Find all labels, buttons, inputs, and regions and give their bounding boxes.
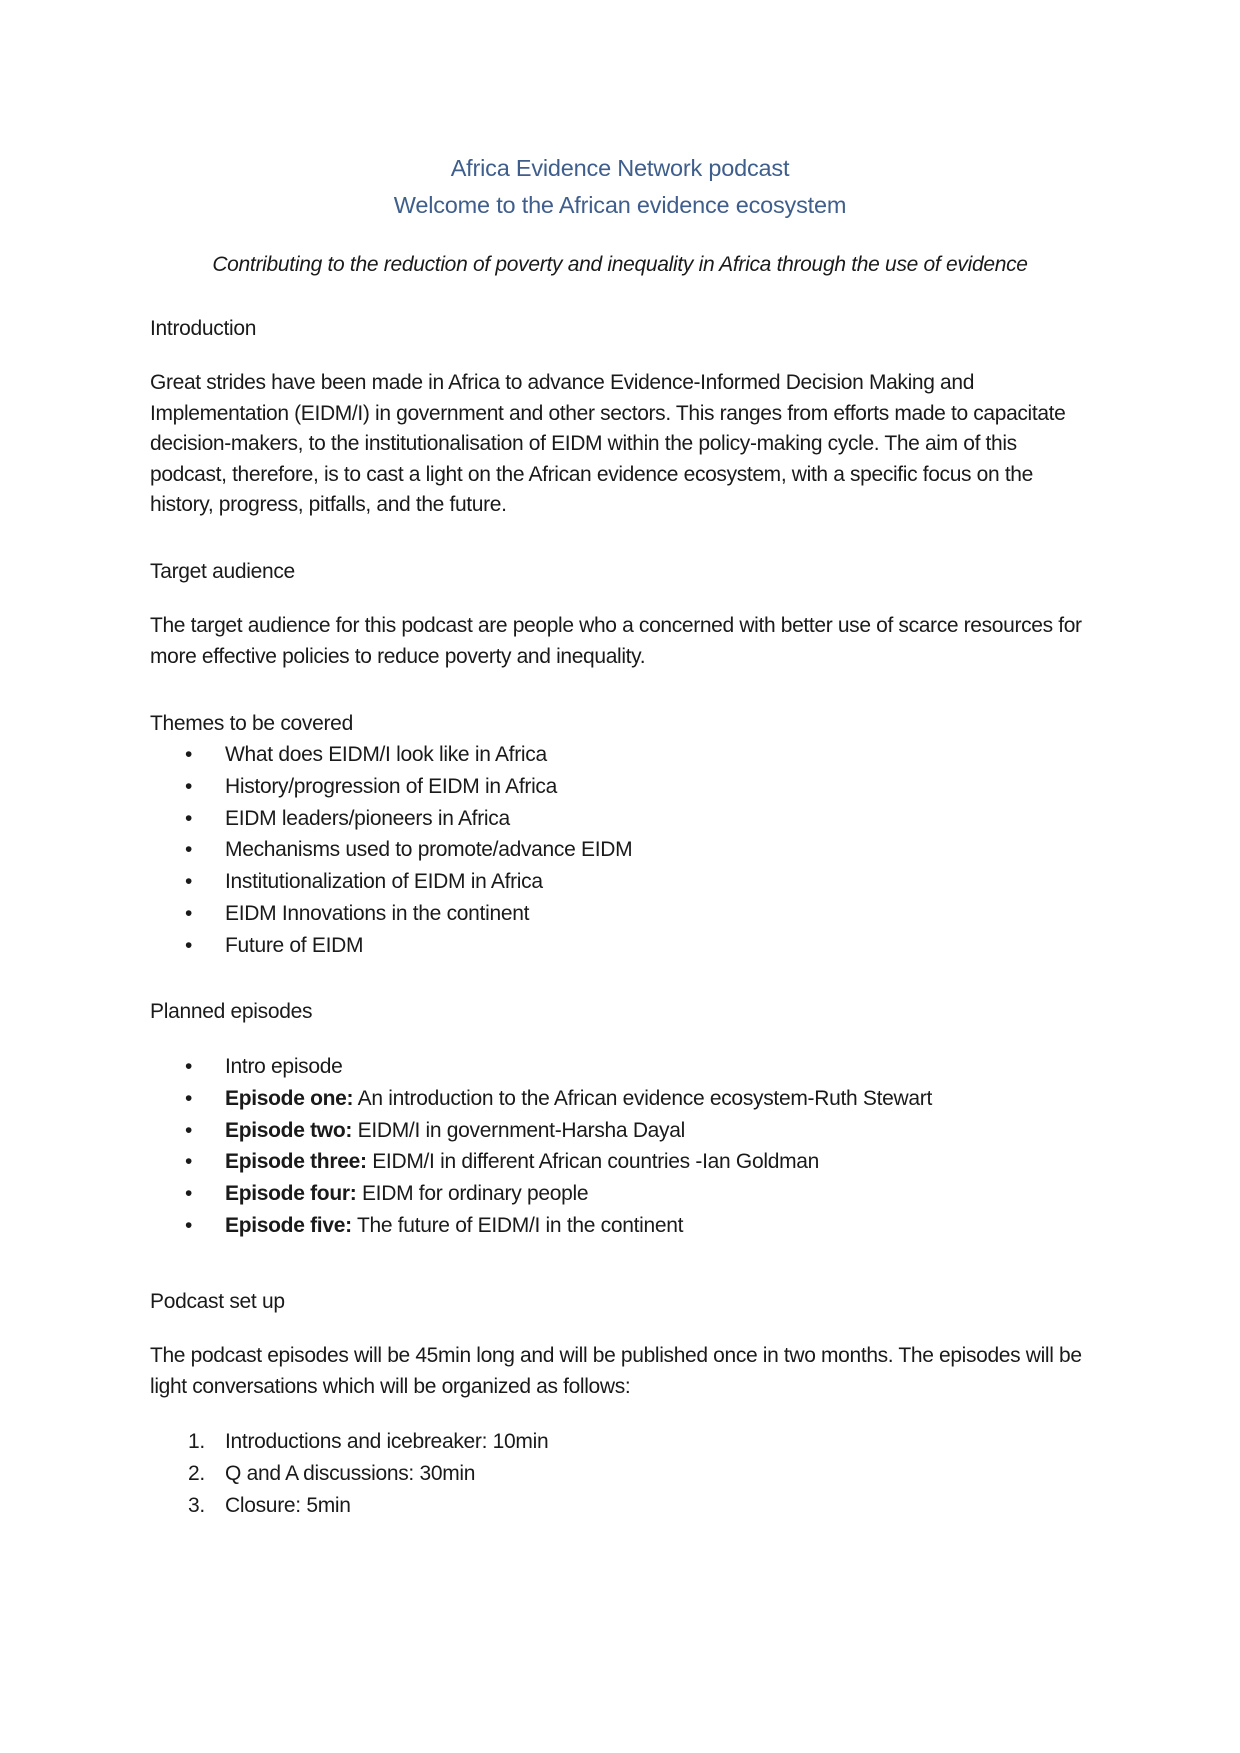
theme-item: • EIDM Innovations in the continent bbox=[150, 898, 1090, 930]
setup-body: The podcast episodes will be 45min long and will be published once in two months. The episodes will be light conversations which will be organized as follows: bbox=[150, 1344, 1082, 1398]
bullet-icon: • bbox=[185, 870, 193, 894]
bullet-icon: • bbox=[185, 1182, 193, 1206]
theme-item: • EIDM leaders/pioneers in Africa bbox=[150, 803, 1090, 835]
episode-item: • Episode five: The future of EIDM/I in the continent bbox=[150, 1210, 1090, 1242]
bullet-icon: • bbox=[185, 774, 193, 798]
themes-list bbox=[150, 739, 1090, 962]
bullet-icon: • bbox=[185, 1118, 193, 1142]
theme-item: • History/progression of EIDM in Africa bbox=[150, 771, 1090, 803]
title-line-1: Africa Evidence Network podcast bbox=[450, 155, 790, 181]
episodes-list bbox=[150, 1051, 1090, 1242]
bullet-icon: • bbox=[185, 806, 193, 830]
setup-heading: Podcast set up bbox=[150, 1290, 285, 1313]
themes-heading: Themes to be covered bbox=[150, 712, 353, 735]
title-line-2: Welcome to the African evidence ecosystem bbox=[393, 192, 847, 218]
bullet-icon: • bbox=[185, 901, 193, 925]
introduction-section bbox=[150, 314, 1090, 521]
episode-item: • Episode one: An introduction to the African evidence ecosystem-Ruth Stewart bbox=[150, 1083, 1090, 1115]
episodes-heading: Planned episodes bbox=[150, 1000, 313, 1023]
episodes-section bbox=[150, 997, 1090, 1242]
target-audience-section bbox=[150, 557, 1090, 672]
bullet-icon: • bbox=[185, 1055, 193, 1078]
setup-section bbox=[150, 1287, 1090, 1521]
document-page bbox=[150, 150, 1090, 1517]
setup-item: 2. Q and A discussions: 30min bbox=[188, 1461, 476, 1485]
episode-item: • Episode four: EIDM for ordinary people bbox=[150, 1178, 1090, 1210]
introduction-body: Great strides have been made in Africa to advance Evidence-Informed Decision Making and Implementation (EIDM/I) in government and other sectors. This ranges from efforts made to capacitate decision-makers, to the institutionalisation of EIDM within the policy-making cycle. The aim of this podcast, therefore, is to cast a light on the African evidence ecosystem, with a specific focus on the history, progress, pitfalls, and the future. bbox=[150, 371, 1066, 516]
bullet-icon: • bbox=[185, 838, 193, 862]
doc-title bbox=[150, 150, 1090, 224]
bullet-icon: • bbox=[185, 1213, 193, 1237]
setup-item: 3. Closure: 5min bbox=[188, 1493, 351, 1517]
tagline: Contributing to the reduction of poverty and inequality in Africa through the use of evidence bbox=[212, 253, 1028, 276]
theme-item: • Future of EIDM bbox=[150, 930, 1090, 962]
bullet-icon: • bbox=[185, 933, 193, 957]
bullet-icon: • bbox=[185, 743, 193, 766]
theme-item: • What does EIDM/I look like in Africa bbox=[150, 739, 1090, 771]
episode-item: • Episode three: EIDM/I in different African countries -Ian Goldman bbox=[150, 1146, 1090, 1178]
bullet-icon: • bbox=[185, 1086, 193, 1110]
setup-item: 1. Introductions and icebreaker: 10min bbox=[188, 1430, 549, 1453]
introduction-heading: Introduction bbox=[150, 317, 257, 340]
target-audience-body: The target audience for this podcast are people who a concerned with better use of scarce resources for more effective policies to reduce poverty and inequality. bbox=[150, 614, 1082, 668]
setup-list bbox=[150, 1426, 1090, 1521]
themes-section bbox=[150, 709, 1090, 962]
episode-item: • Intro episode bbox=[150, 1051, 1090, 1083]
bullet-icon: • bbox=[185, 1150, 193, 1174]
episode-item: • Episode two: EIDM/I in government-Harsha Dayal bbox=[150, 1115, 1090, 1147]
target-audience-heading: Target audience bbox=[150, 560, 295, 583]
theme-item: • Mechanisms used to promote/advance EIDM bbox=[150, 834, 1090, 866]
theme-item: • Institutionalization of EIDM in Africa bbox=[150, 866, 1090, 898]
